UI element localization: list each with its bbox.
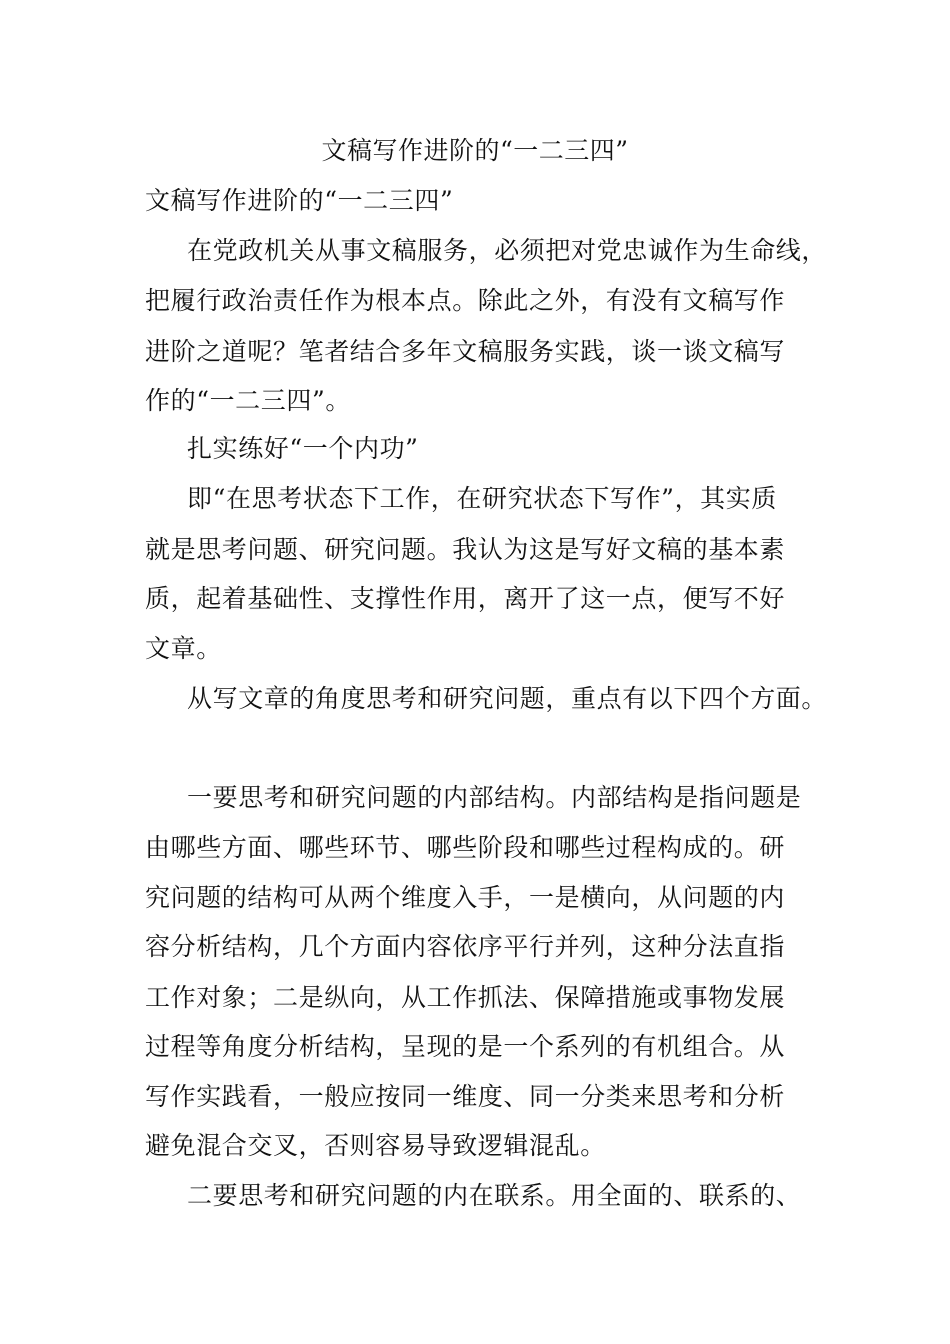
text-line: 避免混合交叉，否则容易导致逻辑混乱。 — [145, 1131, 606, 1160]
text-line: 从写文章的角度思考和研究问题，重点有以下四个方面。 — [187, 684, 828, 713]
text-line: 作的“一二三四”。 — [145, 386, 351, 415]
text-line: 究问题的结构可从两个维度入手，一是横向，从问题的内 — [145, 883, 786, 912]
section-heading: 扎实练好“一个内功” — [187, 434, 419, 463]
text-line: 文章。 — [145, 634, 222, 663]
text-line: 把履行政治责任作为根本点。除此之外，有没有文稿写作 — [145, 286, 786, 315]
text-line: 就是思考问题、研究问题。我认为这是写好文稿的基本素 — [145, 535, 786, 564]
text-line: 即“在思考状态下工作，在研究状态下写作”，其实质 — [187, 484, 777, 513]
document-subtitle: 文稿写作进阶的“一二三四” — [145, 186, 454, 215]
text-line: 进阶之道呢？笔者结合多年文稿服务实践，谈一谈文稿写 — [145, 337, 786, 366]
text-line: 一要思考和研究问题的内部结构。内部结构是指问题是 — [187, 783, 802, 812]
text-line: 二要思考和研究问题的内在联系。用全面的、联系的、 — [187, 1181, 802, 1210]
text-line: 在党政机关从事文稿服务，必须把对党忠诚作为生命线， — [187, 236, 828, 265]
text-line: 写作实践看，一般应按同一维度、同一分类来思考和分析 — [145, 1082, 786, 1111]
text-line: 由哪些方面、哪些环节、哪些阶段和哪些过程构成的。研 — [145, 833, 786, 862]
text-line: 质，起着基础性、支撑性作用，离开了这一点，便写不好 — [145, 584, 786, 613]
document-title: 文稿写作进阶的“一二三四” — [321, 136, 629, 165]
text-line: 工作对象；二是纵向，从工作抓法、保障措施或事物发展 — [145, 983, 786, 1012]
text-line: 过程等角度分析结构，呈现的是一个系列的有机组合。从 — [145, 1032, 786, 1061]
text-line: 容分析结构，几个方面内容依序平行并列，这种分法直指 — [145, 932, 786, 961]
